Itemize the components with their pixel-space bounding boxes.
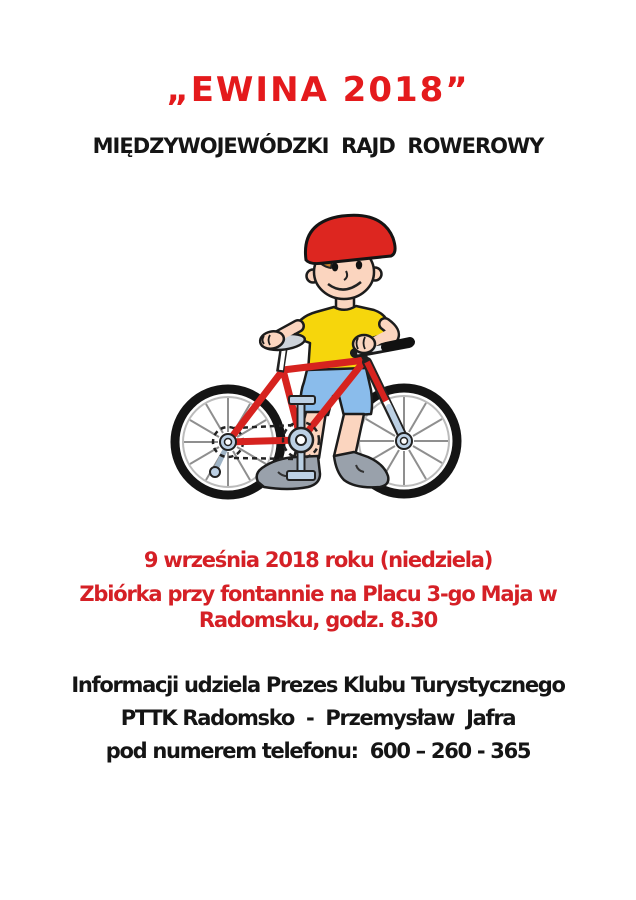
- event-date: 9 września 2018 roku (niedziela): [143, 548, 493, 572]
- contact-info-line2: PTTK Radomsko - Przemysław Jafra: [120, 706, 516, 730]
- helmet-icon: [305, 215, 395, 263]
- boy-bicycle-graphic: [158, 210, 478, 505]
- meeting-info: [0, 581, 636, 633]
- poster-title: „EWINA 2018”: [166, 70, 470, 110]
- meeting-line-1: Zbiórka przy fontannie na Placu 3-go Maja w: [79, 582, 557, 606]
- meeting-line-2: Radomsku, godz. 8.30: [198, 608, 438, 632]
- contact-info-line1: Informacji udziela Prezes Klubu Turystycznego: [71, 673, 565, 697]
- boy-with-bicycle-illustration: [158, 210, 478, 505]
- poster-subtitle: MIĘDZYWOJEWÓDZKI RAJD ROWEROWY: [92, 134, 544, 158]
- contact-info-line3: pod numerem telefonu: 600 – 260 - 365: [105, 739, 531, 763]
